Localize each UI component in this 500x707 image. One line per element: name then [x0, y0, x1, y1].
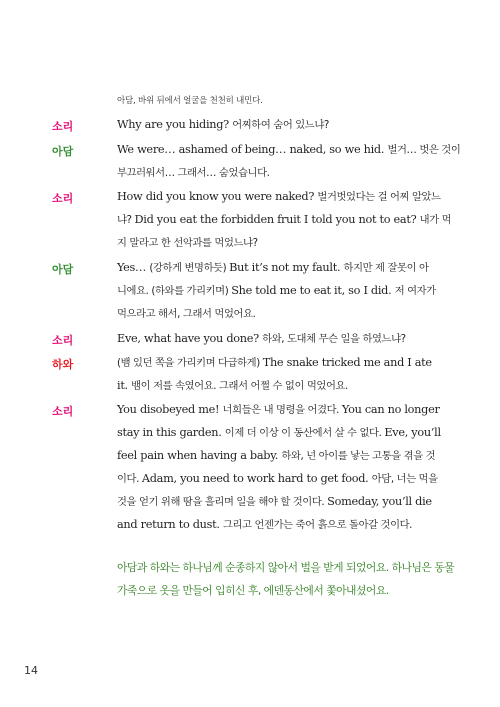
english-text: How did you know you were naked?: [117, 190, 318, 203]
speaker-label: 소리: [52, 120, 74, 133]
korean-text: 이제 더 이상 이 동산에서 살 수 없다.: [224, 427, 385, 439]
korean-text: 먹으라고 해서, 그래서 먹었어요.: [117, 308, 256, 320]
english-text: You can no longer: [341, 403, 440, 416]
korean-text: 너희들은 내 명령을 어겼다.: [222, 404, 342, 416]
speaker-label: 소리: [52, 334, 74, 347]
korean-text: (뱀 있던 쪽을 가리키며 다급하게): [117, 357, 263, 369]
english-text: Yes…: [117, 261, 150, 274]
stage-direction: 아담, 바위 뒤에서 얼굴을 천천히 내민다.: [117, 96, 263, 106]
korean-text: 지 말라고 한 선악과를 먹었느냐?: [117, 237, 258, 249]
speaker-label: 아담: [52, 263, 74, 276]
korean-text: 저 여자가: [394, 285, 436, 297]
dialogue-line: [117, 302, 457, 326]
korean-text: 하지만 제 잘못이 아: [343, 262, 429, 274]
english-text: But it’s not my fault.: [229, 261, 344, 274]
english-text: stay in this garden.: [117, 426, 225, 439]
dialogue-line: [117, 208, 457, 232]
narration-line: 가죽으로 옷을 만들어 입히신 후, 에덴동산에서 쫓아내셨어요.: [117, 584, 389, 597]
korean-text: 어찌하여 숨어 있느냐?: [232, 119, 329, 131]
page-number: 14: [24, 664, 38, 677]
english-text: it.: [117, 379, 132, 392]
korean-text: 아담, 너는 먹을: [371, 473, 438, 485]
speaker-label: 아담: [52, 145, 74, 158]
korean-text: (강하게 변명하듯): [149, 262, 230, 274]
korean-text: 니에요. (하와를 가리키며): [117, 285, 232, 297]
korean-text: 내가 먹: [419, 214, 452, 226]
dialogue-line: [117, 138, 461, 162]
dialogue-line: [117, 327, 457, 351]
english-text: feel pain when having a baby.: [117, 449, 282, 462]
english-text: and return to dust.: [117, 518, 223, 531]
english-text: She told me to eat it, so I did.: [231, 284, 395, 297]
dialogue-line: [117, 231, 457, 255]
dialogue-line: [117, 374, 457, 398]
english-text: Adam, you need to work hard to get food.: [141, 472, 372, 485]
dialogue-line: [117, 185, 457, 209]
english-text: The snake tricked me and I ate: [262, 356, 432, 369]
dialogue-line: [117, 513, 457, 537]
english-text: You disobeyed me!: [117, 403, 223, 416]
dialogue-line: [117, 421, 457, 445]
dialogue-line: [117, 161, 457, 185]
english-text: Someday, you’ll die: [327, 495, 432, 508]
english-text: Why are you hiding?: [117, 118, 233, 131]
english-text: We were… ashamed of being… naked, so we hid.: [117, 143, 388, 156]
dialogue-line: [117, 113, 457, 137]
dialogue-line: [117, 444, 457, 468]
korean-text: 벌거… 벗은 것이: [387, 144, 461, 156]
korean-text: 부끄러워서… 그래서… 숨었습니다.: [117, 167, 270, 179]
dialogue-line: [117, 467, 457, 491]
dialogue-line: [117, 351, 457, 375]
english-text: Eve, you’ll: [384, 426, 441, 439]
english-text: Eve, what have you done?: [117, 332, 263, 345]
english-text: Did you eat the forbidden fruit I told you not to eat?: [134, 213, 420, 226]
korean-text: 것을 얻기 위해 땀을 흘리며 일을 해야 할 것이다.: [117, 496, 328, 508]
dialogue-line: [117, 490, 457, 514]
korean-text: 하와, 도대체 무슨 일을 하였느냐?: [262, 333, 406, 345]
speaker-label: 하와: [52, 358, 74, 371]
speaker-label: 소리: [52, 192, 74, 205]
korean-text: 벌거벗었다는 걸 어찌 알았느: [317, 191, 441, 203]
korean-text: 하와, 넌 아이를 낳는 고통을 겪을 것: [281, 450, 436, 462]
korean-text: 그리고 언젠가는 죽어 흙으로 돌아갈 것이다.: [222, 519, 413, 531]
narration-line: 아담과 하와는 하나님께 순종하지 않아서 벌을 받게 되었어요. 하나님은 동물: [117, 561, 455, 574]
dialogue-line: [117, 398, 457, 422]
dialogue-line: [117, 279, 457, 303]
korean-text: 냐?: [117, 214, 135, 226]
dialogue-line: [117, 256, 457, 280]
korean-text: 뱀이 저를 속였어요. 그래서 어쩔 수 없이 먹었어요.: [131, 380, 348, 392]
korean-text: 이다.: [117, 473, 142, 485]
speaker-label: 소리: [52, 405, 74, 418]
